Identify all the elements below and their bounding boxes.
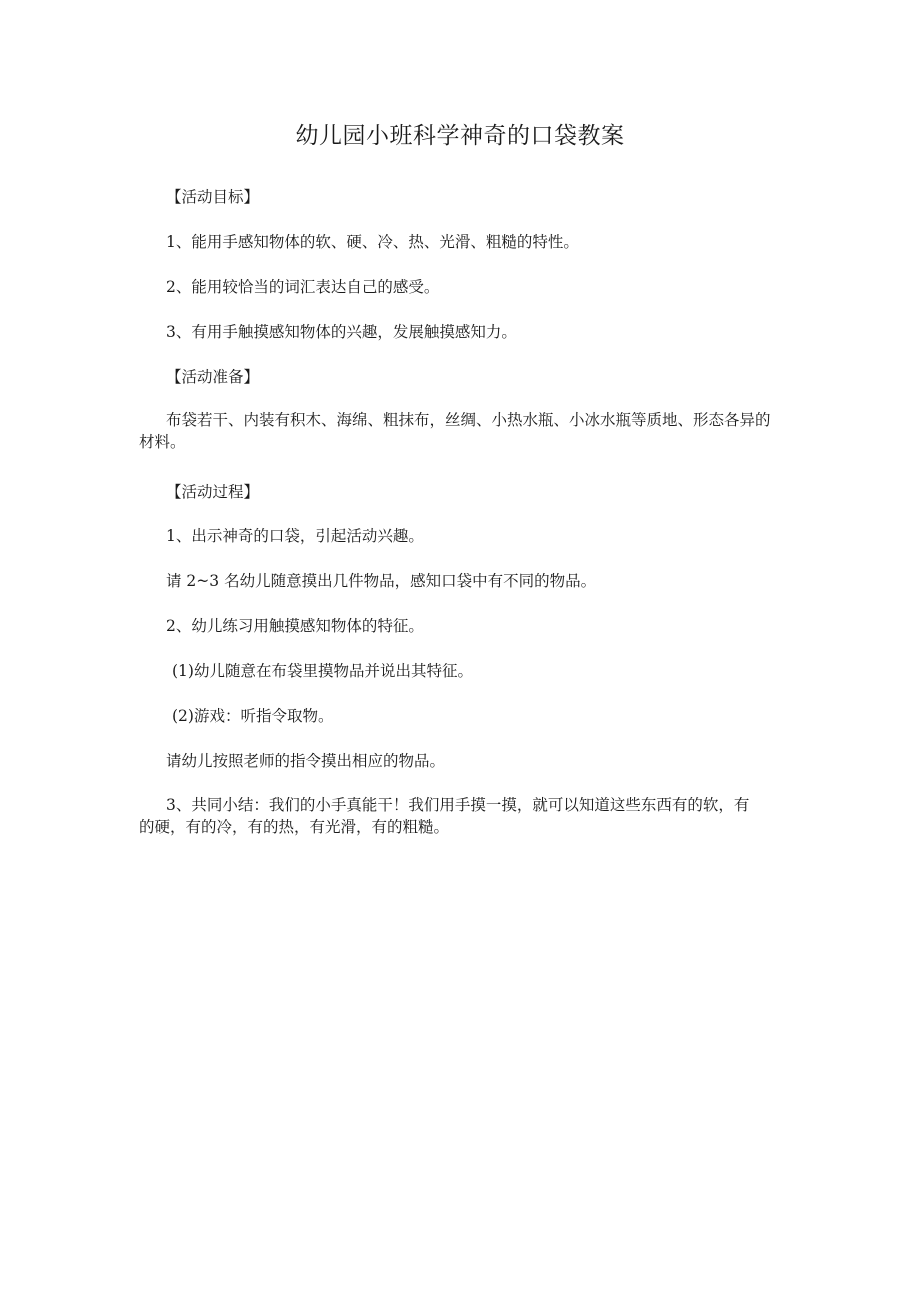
document-title: 幼儿园小班科学神奇的口袋教案 — [295, 123, 625, 149]
process-step-2-sub-1: (1)幼儿随意在布袋里摸物品并说出其特征。 — [172, 662, 473, 680]
prep-heading: 【活动准备】 — [166, 368, 260, 386]
goal-item-3: 3、有用手触摸感知物体的兴趣，发展触摸感知力。 — [166, 323, 517, 341]
process-step-2-detail: 请幼儿按照老师的指令摸出相应的物品。 — [166, 752, 446, 770]
process-heading: 【活动过程】 — [166, 483, 260, 501]
goals-heading: 【活动目标】 — [166, 188, 260, 206]
goal-item-2: 2、能用较恰当的词汇表达自己的感受。 — [166, 278, 440, 296]
process-step-1: 1、出示神奇的口袋，引起活动兴趣。 — [166, 527, 424, 545]
process-step-2: 2、幼儿练习用触摸感知物体的特征。 — [166, 617, 424, 635]
process-step-1-detail: 请 2~3 名幼儿随意摸出几件物品，感知口袋中有不同的物品。 — [166, 572, 597, 590]
process-step-3: 3、共同小结：我们的小手真能干！我们用手摸一摸，就可以知道这些东西有的软，有的硬，有的冷，有的热，有光滑，有的粗糙。 — [139, 796, 750, 836]
goal-item-1: 1、能用手感知物体的软、硬、冷、热、光滑、粗糙的特性。 — [166, 233, 579, 251]
prep-paragraph: 布袋若干、内装有积木、海绵、粗抹布，丝绸、小热水瓶、小冰水瓶等质地、形态各异的材料。 — [139, 411, 771, 451]
process-step-2-sub-2: (2)游戏：听指令取物。 — [172, 707, 334, 725]
